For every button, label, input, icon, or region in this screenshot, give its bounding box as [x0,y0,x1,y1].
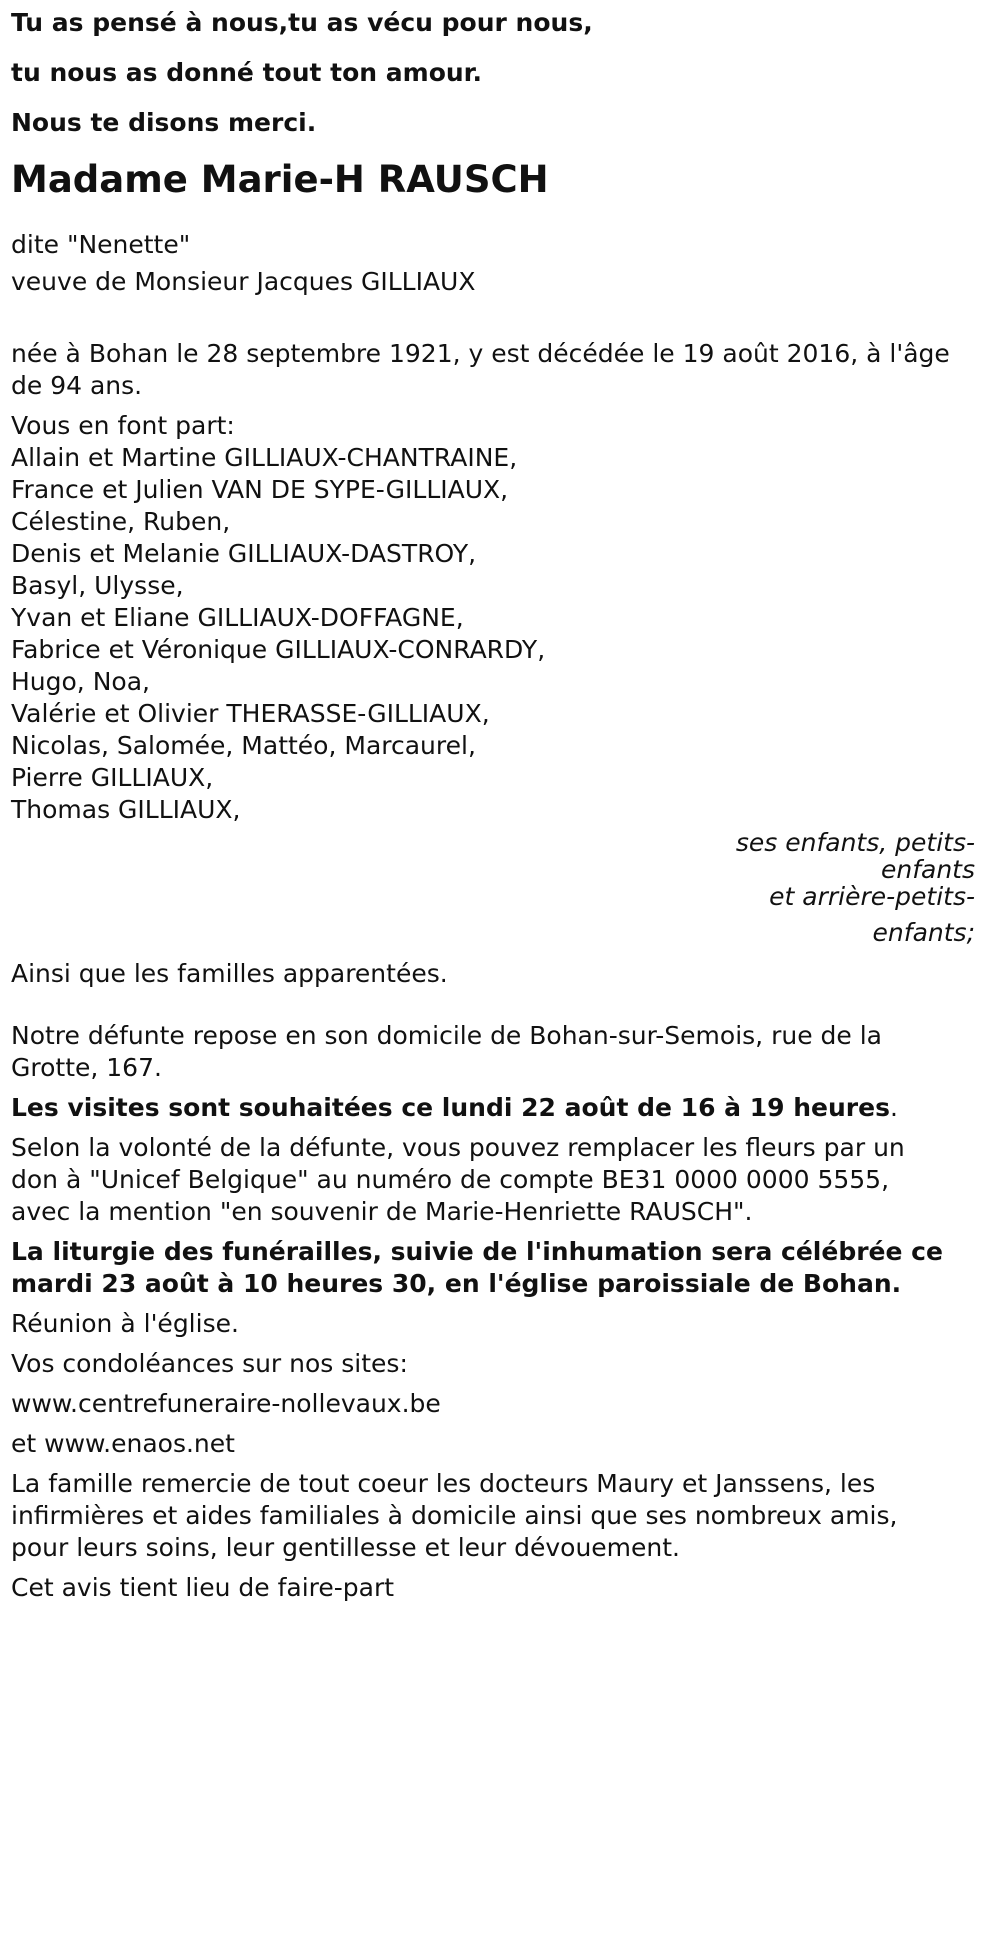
closing-note: Cet avis tient lieu de faire-part [11,1573,395,1602]
repose-line: Grotte, 167. [11,1053,162,1082]
liturgy-line: mardi 23 août à 10 heures 30, en l'église paroissiale de Bohan. [11,1269,902,1298]
thanks-line: infirmières et aides familiales à domicile ainsi que ses nombreux amis, [11,1501,898,1530]
family-member: Thomas GILLIAUX, [11,795,241,824]
family-member: Allain et Martine GILLIAUX-CHANTRAINE, [11,443,518,472]
thanks-line: pour leurs soins, leur gentillesse et leur dévouement. [11,1533,680,1562]
donation-line: avec la mention "en souvenir de Marie-Henriette RAUSCH". [11,1197,753,1226]
family-member: Hugo, Noa, [11,667,150,696]
birth-death-line: de 94 ans. [11,371,143,400]
family-member: Nicolas, Salomée, Mattéo, Marcaurel, [11,731,476,760]
family-member: Célestine, Ruben, [11,507,231,536]
visits-hours: Les visites sont souhaitées ce lundi 22 août de 16 à 19 heures [11,1093,890,1122]
donation-line: don à "Unicef Belgique" au numéro de compte BE31 0000 0000 5555, [11,1165,890,1194]
related-families: Ainsi que les familles apparentées. [11,959,448,988]
family-member: Fabrice et Véronique GILLIAUX-CONRARDY, [11,635,546,664]
family-member: Valérie et Olivier THERASSE-GILLIAUX, [11,699,490,728]
relationship-note [735,826,975,950]
verse-line: Nous te disons merci. [11,108,317,137]
verse-line: Tu as pensé à nous,tu as vécu pour nous, [11,8,593,37]
family-member: Basyl, Ulysse, [11,571,184,600]
visits-info [11,1092,989,1124]
identity-block [11,226,989,300]
birth-death [11,338,989,402]
family-member: Yvan et Eliane GILLIAUX-DOFFAGNE, [11,603,464,632]
relationship-line: et arrière-petits- [769,882,975,911]
relationship-line: enfants [880,855,975,884]
family-member: Denis et Melanie GILLIAUX-DASTROY, [11,539,477,568]
thanks-line: La famille remercie de tout coeur les docteurs Maury et Janssens, les [11,1469,876,1498]
obituary-notice [0,8,1000,1957]
relationship-line: enfants; [872,918,975,947]
condolence-site-link-2[interactable]: et www.enaos.net [11,1429,235,1458]
visits-tail: . [889,1093,898,1122]
announcers-intro: Vous en font part: [11,411,235,440]
spouse: veuve de Monsieur Jacques GILLIAUX [11,267,476,296]
deceased-name: Madame Marie-H RAUSCH [11,158,549,201]
family-member: France et Julien VAN DE SYPE-GILLIAUX, [11,475,509,504]
liturgy-info [11,1236,989,1300]
meeting-info: Réunion à l'église. [11,1309,239,1338]
condolence-site-link[interactable]: www.centrefuneraire-nollevaux.be [11,1389,441,1418]
family-announcers [11,410,989,826]
family-member: Pierre GILLIAUX, [11,763,214,792]
birth-death-line: née à Bohan le 28 septembre 1921, y est décédée le 19 août 2016, à l'âge [11,339,950,368]
thanks-message [11,1468,989,1564]
opening-verse [11,8,989,138]
condolences-intro: Vos condoléances sur nos sites: [11,1349,408,1378]
nickname: dite "Nenette" [11,230,191,259]
donation-line: Selon la volonté de la défunte, vous pouvez remplacer les fleurs par un [11,1133,905,1162]
liturgy-line: La liturgie des funérailles, suivie de l'inhumation sera célébrée ce [11,1237,943,1266]
verse-line: tu nous as donné tout ton amour. [11,58,482,87]
repose-line: Notre défunte repose en son domicile de Bohan-sur-Semois, rue de la [11,1021,882,1050]
relationship-line: ses enfants, petits- [735,828,975,857]
repose-info [11,1020,989,1084]
donation-info [11,1132,989,1228]
